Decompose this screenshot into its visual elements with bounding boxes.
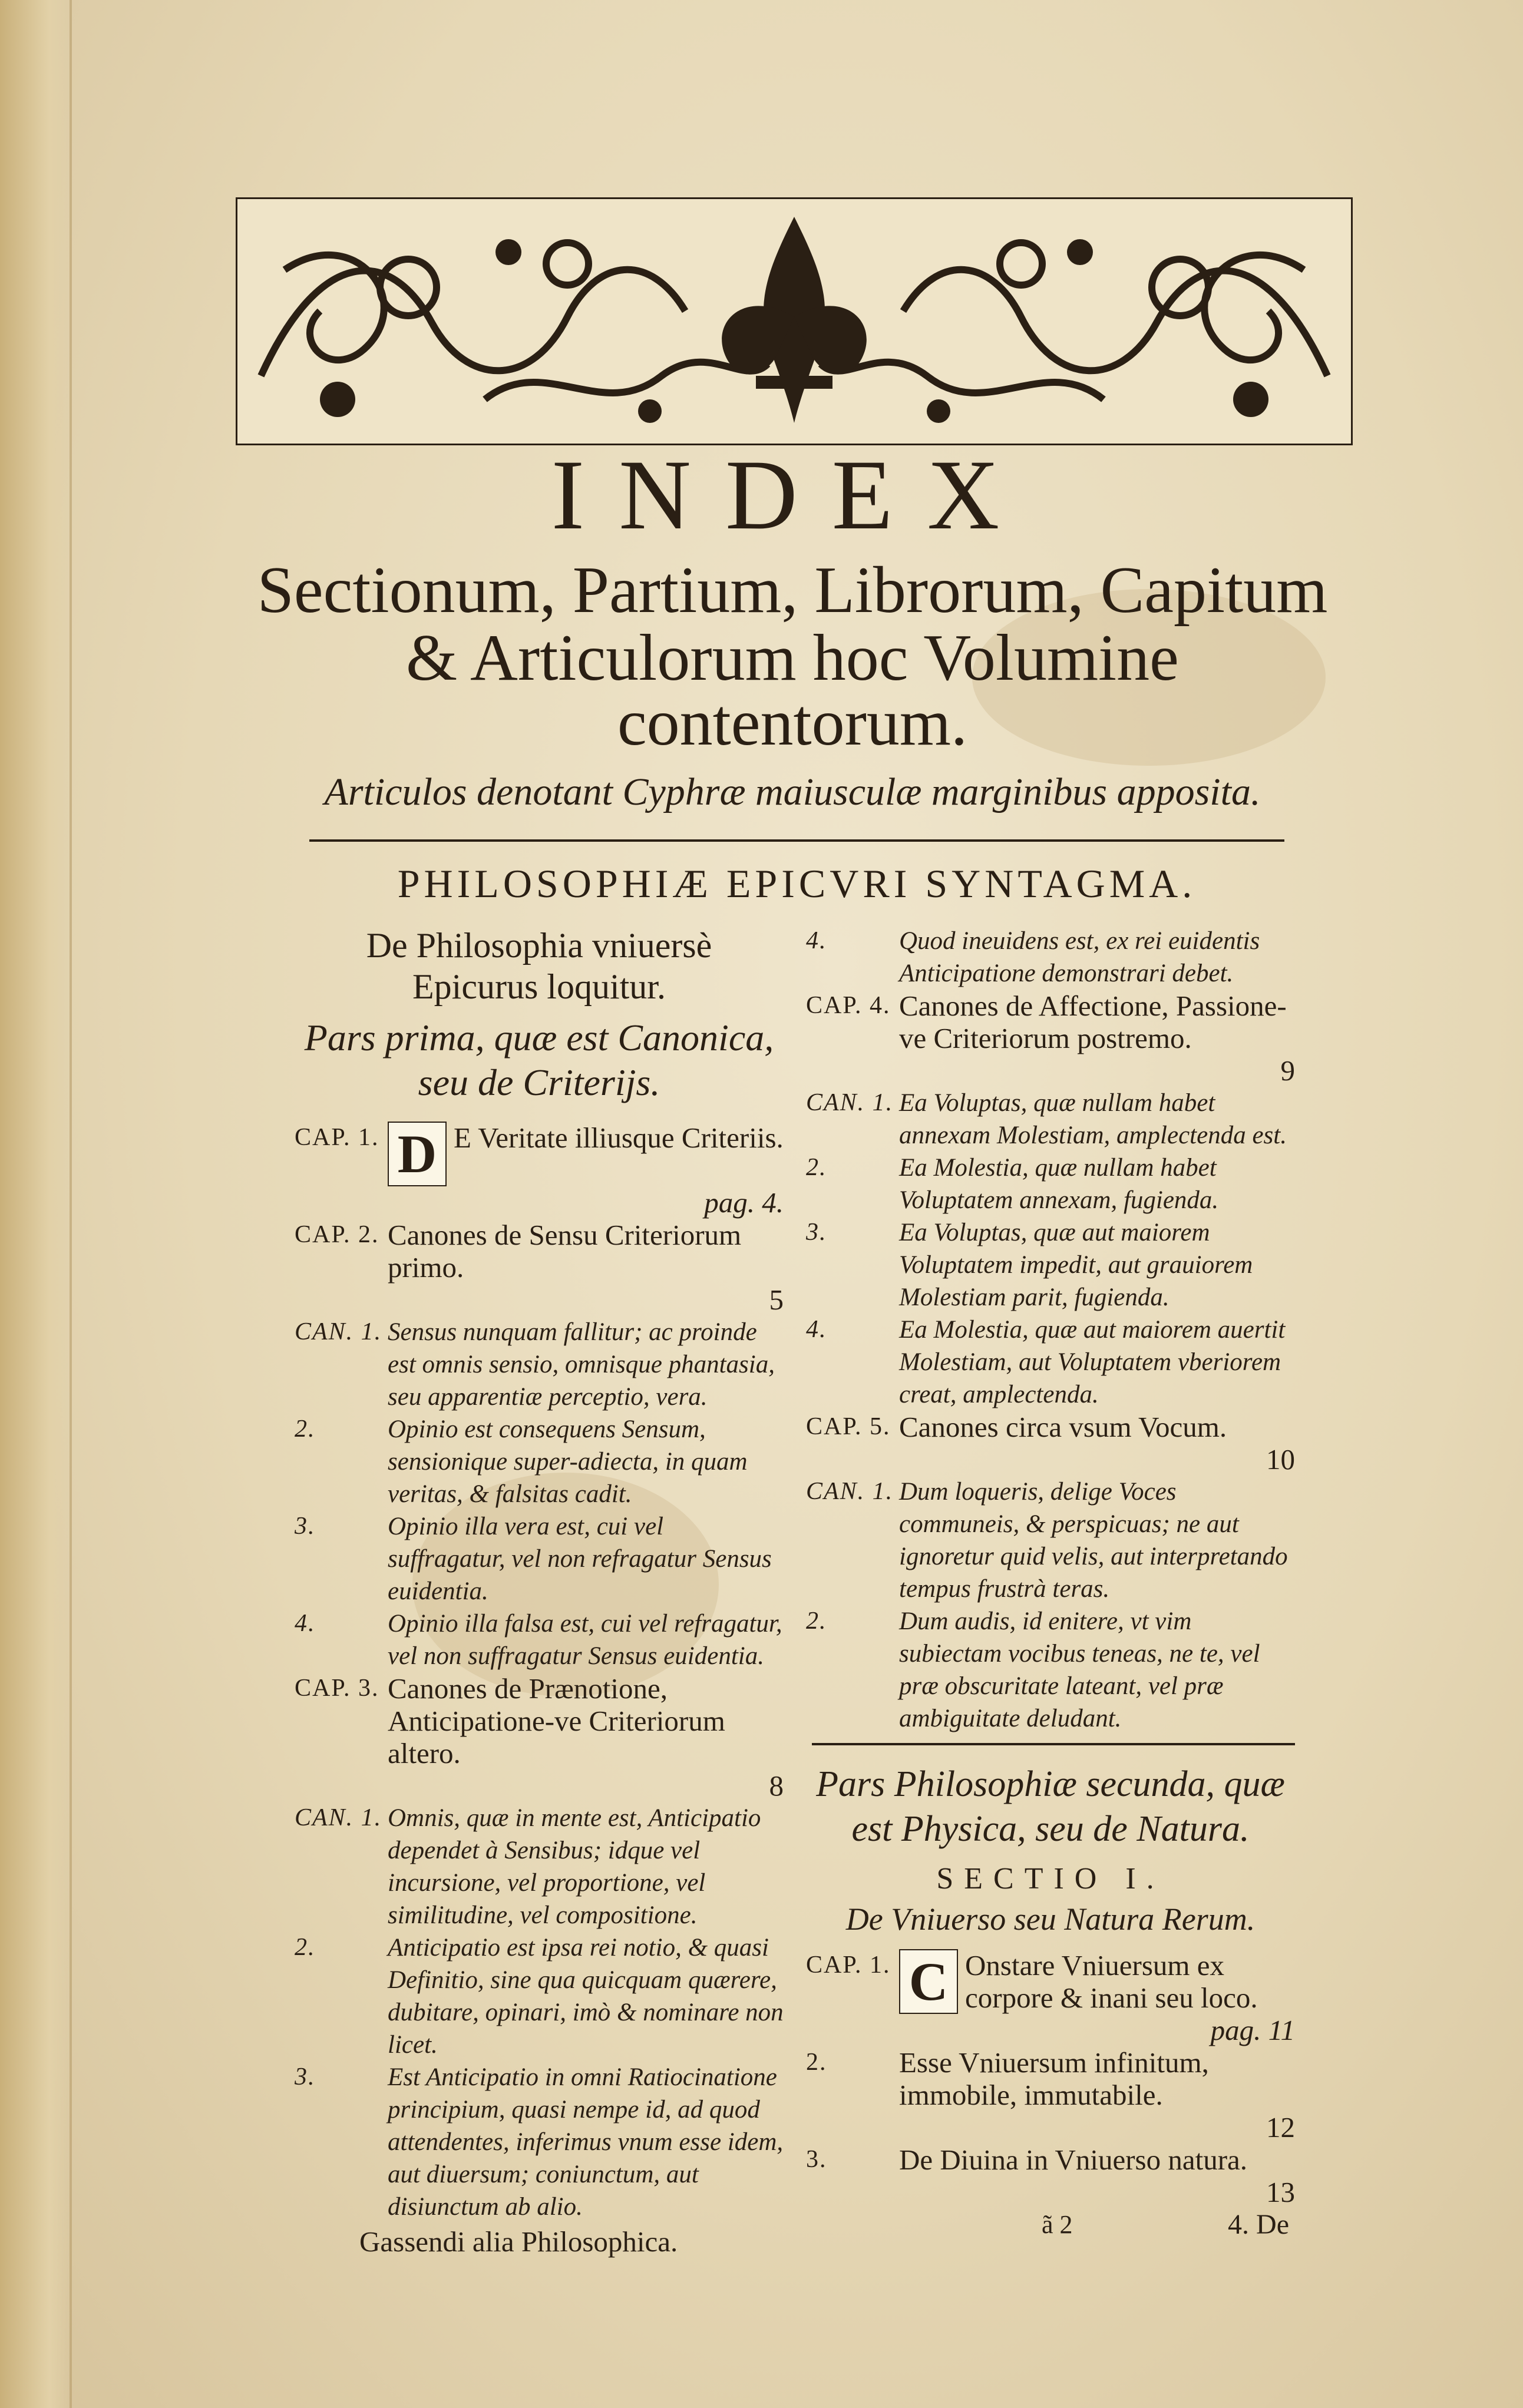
index-entry [806, 1314, 1295, 1411]
entry-text: De Diuina in Vniuerso natura. [899, 2144, 1248, 2176]
entry-text: Esse Vniuersum infinitum, immobile, immutabile. [899, 2046, 1209, 2111]
page-number: 8 [769, 1769, 784, 1802]
index-entry [295, 2061, 784, 2223]
entry-text: Canones de Prænotione, Anticipatione-ve Criteriorum altero. [388, 1672, 725, 1769]
entry-label: 2. [806, 2049, 827, 2076]
entry-label: 4. [806, 1316, 827, 1343]
top-rule [309, 839, 1284, 842]
entry-text: Canones de Affectione, Passione-ve Criteriorum postremo. [899, 990, 1287, 1054]
index-entry [295, 1219, 784, 1316]
index-entry [806, 1411, 1295, 1476]
index-entry [806, 1087, 1295, 1152]
index-entry [806, 2144, 1295, 2208]
right-column [806, 925, 1295, 2244]
index-entry [295, 1607, 784, 1672]
index-entry [295, 1802, 784, 1931]
gutter-edge [70, 0, 72, 2408]
left-column [295, 925, 784, 2258]
sectio-title: De Vniuerso seu Natura Rerum. [845, 1901, 1256, 1937]
entry-text: Dum audis, id enitere, vt vim subiectam vocibus teneas, ne te, vel præ obscuritate lateant, vel præ ambiguitate deludant. [899, 1607, 1260, 1732]
index-entry [295, 1413, 784, 1510]
page-number: 9 [1280, 1054, 1295, 1087]
catchline-left: Gassendi alia Philosophica. [359, 2225, 678, 2258]
index-entry [806, 925, 1295, 990]
title-line-1: Sectionum, Partium, Librorum, Capitum [257, 554, 1328, 627]
index-entry [295, 1316, 784, 1413]
entry-label: CAN. 1. [806, 1089, 894, 1116]
decorated-initial: D [388, 1122, 447, 1186]
entry-label: 3. [295, 1513, 316, 1540]
index-entry [295, 1931, 784, 2061]
index-entry [806, 1476, 1295, 1605]
intro-heading: De Philosophia vniuersè Epicurus loquitur. [366, 926, 712, 1006]
part-one-heading: Pars prima, quæ est Canonica, seu de Criterijs. [304, 1017, 774, 1103]
title-line-2: & Articulorum hoc Volumine [406, 621, 1179, 694]
index-entry [295, 1672, 784, 1802]
sectio-label: SECTIO I. [936, 1862, 1165, 1896]
entry-text: Sensus nunquam fallitur; ac proinde est omnis sensio, omnisque phantasia, seu apparentiæ perceptio, vera. [388, 1318, 775, 1411]
entry-label: CAP. 1. [806, 1951, 891, 1979]
entry-text: Canones circa vsum Vocum. [899, 1411, 1227, 1443]
index-entry [806, 1152, 1295, 1216]
page-number: pag. 4. [704, 1186, 784, 1219]
entry-text: Onstare Vniuersum ex corpore & inani seu loco. [965, 1949, 1258, 2014]
entry-text: Ea Voluptas, quæ nullam habet annexam Molestiam, amplectenda est. [899, 1089, 1287, 1149]
entry-text: E Veritate illiusque Criteriis. [454, 1122, 784, 1154]
ornamental-headpiece-icon [236, 197, 1353, 445]
index-entry [806, 2046, 1295, 2144]
entry-text: Opinio illa falsa est, cui vel refragatur, vel non suffragatur Sensus euidentia. [388, 1610, 782, 1670]
section-rule [812, 1743, 1295, 1745]
entry-text: Ea Molestia, quæ nullam habet Voluptatem annexam, fugienda. [899, 1154, 1219, 1214]
page-number: 5 [769, 1284, 784, 1316]
signature-mark: ã 2 [1042, 2210, 1073, 2239]
entry-label: 3. [295, 2063, 316, 2091]
articles-note: Articulos denotant Cyphræ maiusculæ marginibus apposita. [324, 770, 1261, 813]
entry-text: Ea Molestia, quæ aut maiorem auertit Molestiam, aut Voluptatem vberiorem creat, amplectenda. [899, 1316, 1286, 1408]
entry-label: 3. [806, 1219, 827, 1246]
entry-label: CAP. 4. [806, 992, 891, 1019]
entry-label: CAP. 1. [295, 1124, 379, 1151]
entry-text: Canones de Sensu Criteriorum primo. [388, 1219, 742, 1284]
entry-label: 2. [295, 1415, 316, 1443]
entry-text: Dum loqueris, delige Voces communeis, & perspicuas; ne aut ignoretur quid velis, aut interpretando tempus frustrà teras. [899, 1478, 1288, 1603]
index-entry [295, 1510, 784, 1607]
entry-label: CAN. 1. [295, 1804, 382, 1831]
index-title: INDEX [551, 439, 1034, 550]
entry-label: CAN. 1. [806, 1478, 894, 1505]
entry-text: Ea Voluptas, quæ aut maiorem Voluptatem impedit, aut grauiorem Molestiam parit, fugienda. [899, 1219, 1253, 1311]
binding-gutter [0, 0, 71, 2408]
index-entry [806, 1949, 1295, 2046]
syntagma-heading: PHILOSOPHIÆ EPICVRI SYNTAGMA. [397, 861, 1197, 906]
entry-label: CAP. 3. [295, 1675, 379, 1702]
entry-text: Quod ineuidens est, ex rei euidentis Anticipatione demonstrari debet. [899, 927, 1260, 987]
entry-label: 2. [295, 1934, 316, 1961]
entry-text: Omnis, quæ in mente est, Anticipatio dependet à Sensibus; idque vel incursione, vel proportione, vel similitudine, vel compositione. [388, 1804, 761, 1929]
index-entry [806, 1216, 1295, 1314]
entry-text: Est Anticipatio in omni Ratiocinatione principium, quasi nempe id, ad quod attendentes, inferimus vnum esse idem, aut diuersum; coniunctum, aut disiunctum ab alio. [388, 2063, 784, 2221]
title-line-3: contentorum. [617, 686, 968, 759]
decorated-initial: C [899, 1949, 958, 2014]
index-entry [806, 990, 1295, 1087]
entry-label: 4. [806, 927, 827, 954]
part-two-heading: Pars Philosophiæ secunda, quæ est Physica, seu de Natura. [816, 1764, 1285, 1849]
entry-label: CAP. 5. [806, 1413, 891, 1440]
entry-label: 2. [806, 1154, 827, 1181]
entry-label: CAN. 1. [295, 1318, 382, 1345]
entry-text: Opinio est consequens Sensum, sensionique super-adiecta, in quam veritas, & falsitas cadit. [388, 1415, 748, 1508]
entry-text: Anticipatio est ipsa rei notio, & quasi Definitio, sine qua quicquam quærere, dubitare, opinari, imò & nominare non licet. [388, 1934, 784, 2059]
entry-label: 4. [295, 1610, 316, 1637]
page-number: 13 [1266, 2176, 1295, 2208]
page-number: pag. 11 [1210, 2014, 1295, 2046]
catchword: 4. De [1228, 2209, 1289, 2240]
page-catchline [806, 2208, 1295, 2244]
index-entry [295, 1122, 784, 1219]
entry-text: Opinio illa vera est, cui vel suffragatur, vel non refragatur Sensus euidentia. [388, 1513, 772, 1605]
entry-label: CAP. 2. [295, 1221, 379, 1248]
entry-label: 2. [806, 1607, 827, 1635]
index-entry [806, 1605, 1295, 1735]
page-number: 12 [1266, 2111, 1295, 2144]
entry-label: 3. [806, 2146, 827, 2173]
page-number: 10 [1266, 1443, 1295, 1476]
